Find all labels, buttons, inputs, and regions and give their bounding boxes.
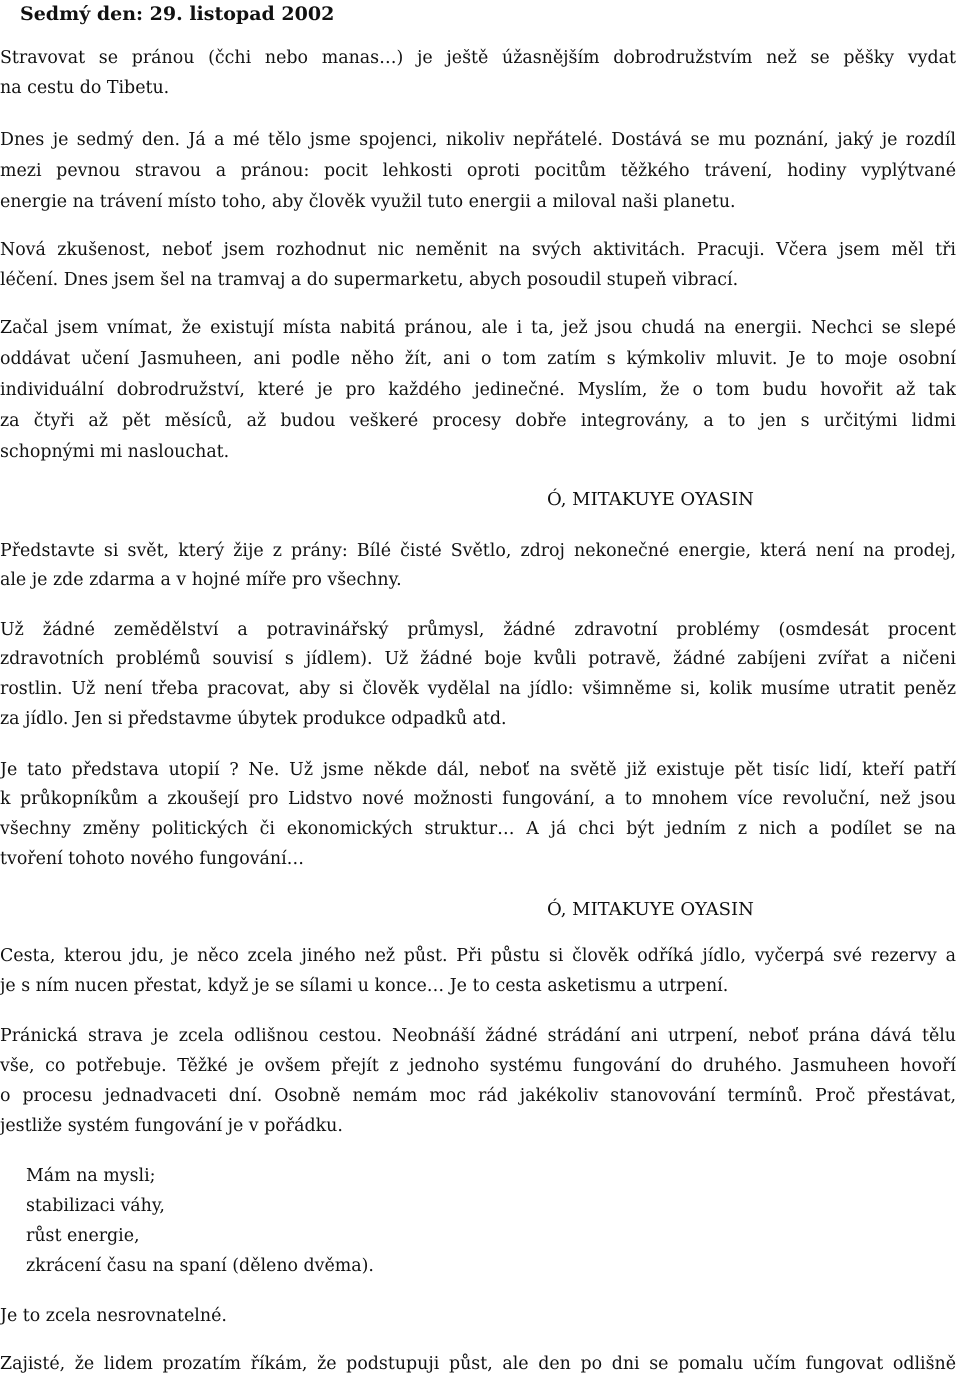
paragraph-8-line-1: Cesta, kterou jdu, je něco zcela jiného než půst. Při půstu si člověk odříká jídlo, vyčerpá své rezervy a	[0, 946, 956, 966]
page-title: Sedmý den: 29. listopad 2002	[20, 3, 335, 25]
paragraph-2-line-3: energie na trávení místo toho, aby člověk využil tuto energii a miloval naši planetu.	[0, 192, 736, 212]
paragraph-11-line-1: Je to zcela nesrovnatelné.	[0, 1306, 227, 1326]
paragraph-5-line-2: ale je zde zdarma a v hojné míře pro všechny.	[0, 570, 402, 590]
paragraph-4-line-1: Začal jsem vnímat, že existují místa nabitá pránou, ale i ta, jež jsou chudá na energii. Nechci se slepé	[0, 318, 956, 338]
paragraph-2-line-1: Dnes je sedmý den. Já a mé tělo jsme spojenci, nikoliv nepřátelé. Dostává se mu poznání, jaký je rozdíl	[0, 130, 956, 150]
paragraph-4-line-5: schopnými mi naslouchat.	[0, 442, 230, 462]
paragraph-7-line-2: k průkopníkům a zkoušejí pro Lidstvo nové možnosti fungování, a to mnohem více revoluční, než jsou	[0, 789, 956, 809]
paragraph-9-line-3: o procesu jednadvaceti dní. Osobně nemám moc rád jakékoliv stanovování termínů. Proč přestávat,	[0, 1086, 956, 1106]
paragraph-2-line-2: mezi pevnou stravou a pránou: pocit lehkosti oproti pocitům těžkého trávení, hodiny vyplýtvané	[0, 161, 956, 181]
list-item: růst energie,	[26, 1226, 140, 1246]
paragraph-7-line-4: tvoření tohoto nového fungování…	[0, 849, 305, 869]
list-item: stabilizaci váhy,	[26, 1196, 165, 1216]
paragraph-9-line-4: jestliže systém fungování je v pořádku.	[0, 1116, 343, 1136]
paragraph-7-line-3: všechny změny politických či ekonomických struktur… A já chci být jedním z nich a podílet se na	[0, 819, 956, 839]
paragraph-3-line-1: Nová zkušenost, neboť jsem rozhodnut nic neměnit na svých aktivitách. Pracuji. Včera jsem měl tři	[0, 240, 956, 260]
paragraph-6-line-2: zdravotních problémů souvisí s jídlem). Už žádné boje kvůli potravě, žádné zabíjeni zvířat a ničeni	[0, 649, 956, 669]
paragraph-9-line-2: vše, co potřebuje. Těžké je ovšem přejít z jednoho systému fungování do druhého. Jasmuheen hovoří	[0, 1056, 956, 1076]
paragraph-7-line-1: Je tato představa utopií ? Ne. Už jsme někde dál, neboť na světě již existuje pět tisíc lidí, kteří patří	[0, 760, 956, 780]
list-item: Mám na mysli;	[26, 1166, 156, 1186]
paragraph-6-line-3: rostlin. Už není třeba pracovat, aby si člověk vydělal na jídlo: všimněme si, kolik musíme utratit peněz	[0, 679, 956, 699]
list-item: zkrácení času na spaní (děleno dvěma).	[26, 1256, 374, 1276]
paragraph-6-line-4: za jídlo. Jen si představme úbytek produkce odpadků atd.	[0, 709, 507, 729]
paragraph-1-line-2: na cestu do Tibetu.	[0, 78, 170, 98]
paragraph-4-line-2: oddávat učení Jasmuheen, ani podle něho žít, ani o tom zatím s kýmkoliv mluvit. Je to moje osobní	[0, 349, 956, 369]
paragraph-4-line-4: za čtyři až pět měsíců, až budou veškeré procesy dobře integrovány, a to jen s určitými lidmi	[0, 411, 956, 431]
paragraph-12-line-1: Zajisté, že lidem prozatím říkám, že podstupuji půst, ale den po dni se pomalu učím fungovat odlišně	[0, 1354, 956, 1374]
paragraph-4-line-3: individuální dobrodružství, které je pro každého jedinečné. Myslím, že o tom budu hovořit až tak	[0, 380, 956, 400]
paragraph-3-line-2: léčení. Dnes jsem šel na tramvaj a do supermarketu, abych posoudil stupeň vibrací.	[0, 270, 739, 290]
paragraph-9-line-1: Pránická strava je zcela odlišnou cestou. Neobnáší žádné strádání ani utrpení, neboť prána dává tělu	[0, 1026, 956, 1046]
section-heading: Ó, MITAKUYE OYASIN	[547, 899, 754, 920]
paragraph-6-line-1: Už žádné zemědělství a potravinářský průmysl, žádné zdravotní problémy (osmdesát procent	[0, 620, 956, 640]
paragraph-1-line-1: Stravovat se pránou (čchi nebo manas…) je ještě úžasnějším dobrodružstvím než se pěšky vydat	[0, 48, 956, 68]
paragraph-8-line-2: je s ním nucen přestat, když je se sílami u konce… Je to cesta asketismu a utrpení.	[0, 976, 729, 996]
section-heading: Ó, MITAKUYE OYASIN	[547, 489, 754, 510]
paragraph-5-line-1: Představte si svět, který žije z prány: Bílé čisté Světlo, zdroj nekonečné energie, která není na prodej,	[0, 541, 956, 561]
